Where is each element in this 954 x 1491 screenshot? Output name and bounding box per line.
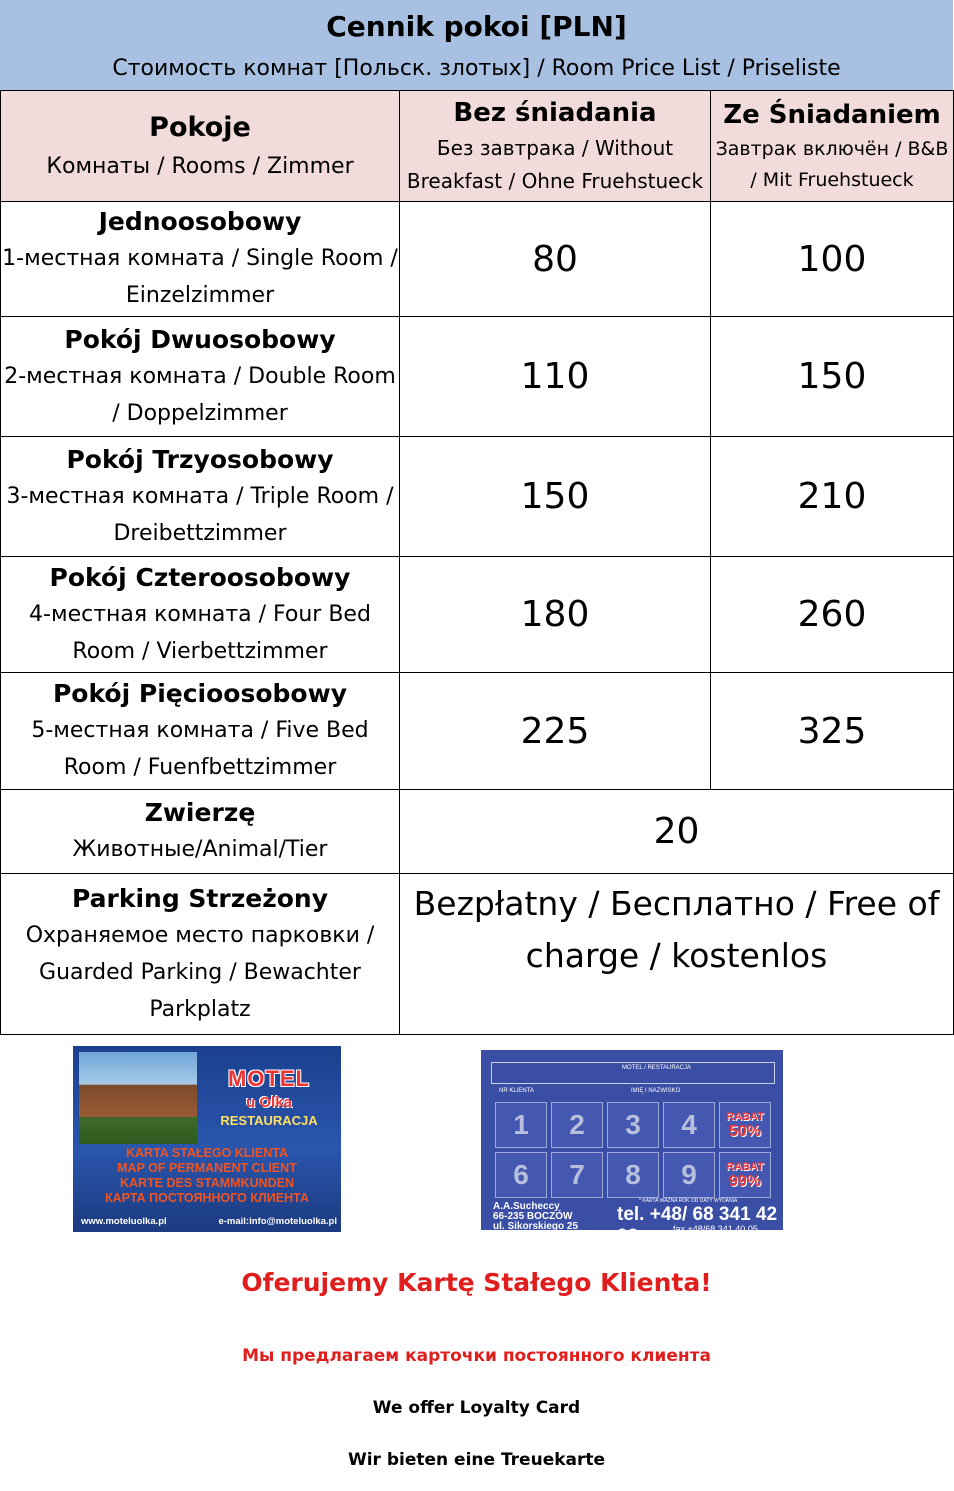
table-header-row: [1, 91, 954, 202]
col-header-sub: Завтрак включён / B&B / Mit Fruehstueck: [715, 138, 949, 191]
room-name: Pokój Dwuosobowy: [64, 324, 336, 354]
table-row: [1, 673, 954, 790]
loyalty-card-front: [73, 1046, 341, 1232]
table-row: [1, 874, 954, 1035]
card-website: www.moteluolka.pl: [81, 1216, 167, 1227]
card-lines: [73, 1146, 341, 1206]
price-without-breakfast: 180: [400, 557, 711, 673]
card-fax: fax +48/68 341 40 05: [673, 1224, 758, 1234]
card-line: KARTE DES STAMMKUNDEN: [119, 1176, 295, 1190]
col-header-without-breakfast: [400, 91, 711, 202]
room-name: Pokój Trzyosobowy: [66, 444, 334, 474]
motel-photo: [79, 1052, 197, 1144]
card-line: MAP OF PERMANENT CLIENT: [117, 1161, 297, 1175]
pet-name: Zwierzę: [144, 798, 256, 827]
price-without-breakfast: 225: [400, 673, 711, 790]
table-row: [1, 790, 954, 874]
card-olka: u Olka: [246, 1094, 292, 1111]
price-without-breakfast: 110: [400, 317, 711, 437]
card-address: [493, 1202, 578, 1232]
stamp-cell: 8: [607, 1152, 659, 1198]
pet-cell: [1, 790, 400, 874]
stamp-cell: 7: [551, 1152, 603, 1198]
promo-russian: Мы предлагаем карточки постоянного клиента: [242, 1346, 711, 1366]
promo-german: Wir bieten eine Treuekarte: [347, 1450, 606, 1470]
table-row: [1, 317, 954, 437]
address-line: A.A.Sucheccy: [493, 1201, 560, 1212]
stamp-cell: 6: [495, 1152, 547, 1198]
pet-price: 20: [400, 790, 954, 874]
room-sub: 1-местная комната / Single Room / Einzelzimmer: [2, 246, 398, 308]
card-line: KARTA STAŁEGO KLIENTA: [125, 1146, 289, 1160]
col-header-label: Bez śniadania: [453, 98, 657, 128]
col-header-sub: Комнаты / Rooms / Zimmer: [46, 153, 354, 179]
col-header-sub: Без завтрака / Without Breakfast / Ohne Fruehstueck: [406, 136, 704, 193]
table-row: [1, 557, 954, 673]
price-with-breakfast: 260: [711, 557, 954, 673]
col-header-with-breakfast: [711, 91, 954, 202]
card-restaurant: RESTAURACJA: [220, 1113, 318, 1128]
card-back-title: MOTEL / RESTAURACJA: [622, 1065, 692, 1071]
loyalty-card-back: [481, 1050, 783, 1247]
stamp-cell: 4: [663, 1102, 715, 1148]
stamp-cell: 1: [495, 1102, 547, 1148]
col-header-label: Ze Śniadaniem: [723, 100, 941, 130]
rabat-cell: [719, 1102, 771, 1148]
stamp-cell: 3: [607, 1102, 659, 1148]
card-name-label: IMIĘ I NAZWISKO: [631, 1088, 681, 1094]
price-with-breakfast: 150: [711, 317, 954, 437]
loyalty-cards: [0, 1040, 953, 1247]
price-without-breakfast: 150: [400, 437, 711, 557]
rabat-label: RABAT: [726, 1111, 764, 1123]
stamp-cell: 2: [551, 1102, 603, 1148]
table-row: [1, 437, 954, 557]
page-subtitle: Стоимость комнат [Польск. злотых] / Room Price List / Priseliste: [112, 56, 841, 81]
price-with-breakfast: 325: [711, 673, 954, 790]
rabat-cell: [719, 1152, 771, 1198]
parking-price: Bezpłatny / Бесплатно / Free of charge / kostenlos: [413, 884, 940, 975]
room-sub: 5-местная комната / Five Bed Room / Fuenfbettzimmer: [31, 718, 369, 780]
rabat-label: RABAT: [726, 1161, 764, 1173]
room-cell: [1, 202, 400, 317]
price-with-breakfast: 100: [711, 202, 954, 317]
rabat-value: 50%: [728, 1123, 762, 1140]
room-sub: 3-местная комната / Triple Room / Dreibettzimmer: [6, 483, 394, 546]
promo-polish: Oferujemy Kartę Stałego Klienta!: [241, 1268, 712, 1297]
room-sub: 4-местная комната / Four Bed Room / Vierbettzimmer: [29, 601, 371, 664]
col-header-rooms: [1, 91, 400, 202]
card-footer: [81, 1216, 337, 1227]
price-without-breakfast: 80: [400, 202, 711, 317]
price-with-breakfast: 210: [711, 437, 954, 557]
card-phone: tel. +48/ 68 341 42 02: [617, 1204, 778, 1247]
parking-cell: [1, 874, 400, 1035]
card-motel-logo: MOTEL: [228, 1066, 310, 1091]
card-email: e-mail:info@moteluolka.pl: [218, 1216, 337, 1227]
room-cell: [1, 557, 400, 673]
stamp-cell: 9: [663, 1152, 715, 1198]
pet-sub: Животные/Animal/Tier: [72, 837, 328, 862]
address-line: 66-235 BOCZÓW: [493, 1211, 573, 1222]
promo-english: We offer Loyalty Card: [372, 1398, 581, 1418]
card-back-header: [491, 1062, 775, 1084]
room-name: Pokój Czteroosobowy: [49, 562, 351, 592]
room-cell: [1, 673, 400, 790]
parking-price-cell: [400, 874, 954, 1035]
room-name: Jednoosobowy: [98, 207, 302, 236]
rabat-value: 99%: [728, 1173, 762, 1190]
card-validity: * KARTA WAŻNA ROK OD DATY WYDANIA: [639, 1198, 738, 1204]
address-line: ul. Sikorskiego 25: [493, 1221, 579, 1232]
room-sub: 2-местная комната / Double Room / Doppelzimmer: [4, 363, 396, 426]
card-line: КАРТА ПОСТОЯННОГО КЛИЕНТА: [105, 1191, 309, 1205]
parking-name: Parking Strzeżony: [71, 883, 329, 913]
col-header-label: Pokoje: [149, 111, 251, 143]
title-band: [0, 0, 953, 90]
room-cell: [1, 317, 400, 437]
card-client-no: NR KLIENTA: [499, 1088, 534, 1094]
room-name: Pokój Pięcioosobowy: [52, 679, 347, 708]
page-title: Cennik pokoi [PLN]: [326, 10, 627, 43]
room-cell: [1, 437, 400, 557]
parking-sub: Охраняемое место парковки / Guarded Parking / Bewachter Parkplatz: [25, 922, 375, 1022]
price-table: [0, 90, 954, 1035]
table-row: [1, 202, 954, 317]
